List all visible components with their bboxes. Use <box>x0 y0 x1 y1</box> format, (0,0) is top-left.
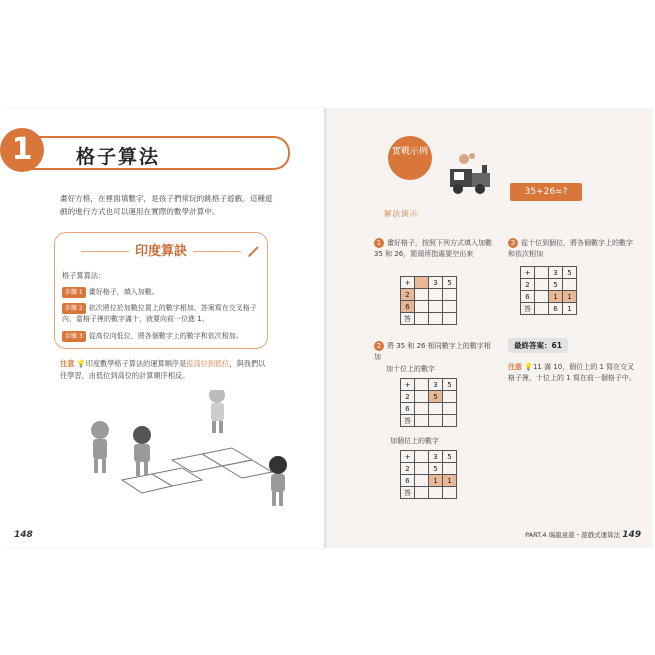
right-note: 注意 💡11 滿 10，個位上的 1 寫在交叉格子裡，十位上的 1 寫在前一個格子中。 <box>508 363 636 382</box>
step-1: 1 畫好格子，按照下列方式填入加數 35 和 26，箭頭所指處要空出來 <box>374 239 492 258</box>
train-icon <box>446 153 496 195</box>
intro-paragraph: 畫好方格，在裡面填數字，是孩子們常玩的跳格子遊戲。這種遊戲的進行方式也可以運用在實際的數學計算中。 <box>60 194 273 216</box>
step-3: 3 從十位到個位，將各個數字上的數字和依次相加 <box>508 239 633 258</box>
equation-tag: 35+26=? <box>510 183 582 201</box>
chapter-number: 1 <box>0 128 44 172</box>
step-item: 步驟 3 從高位向低位，將各個數字上的數字和依次相加。 <box>62 331 262 342</box>
final-answer: 最終答案：61 <box>508 338 568 353</box>
chapter-title: 格子算法 <box>76 146 161 168</box>
grid-step-2a: + 3 5 2 5 6 答 <box>400 378 457 427</box>
step-item: 步驟 1 畫好格子，填入加數。 <box>62 287 262 298</box>
step-item: 步驟 2 依次將位於加數位置上的數字相加，答案寫在交叉格子內，當格子裡的數字滿十，就要向前一位進 1。 <box>62 304 257 323</box>
grid-step-2b: + 3 5 2 5 6 1 1 答 <box>400 450 457 499</box>
grid-step-1: + 3 5 2 6 答 <box>400 276 457 325</box>
page-number: 148 <box>14 530 33 540</box>
method-box-title: 印度算訣 <box>55 240 267 259</box>
page-footer: PART.4 瑞龍童遊・遊戲式運算法 149 <box>525 530 641 540</box>
method-label: 解法演示 <box>384 209 418 218</box>
step-2-sub-tens: 加十位上的數字 <box>386 365 435 373</box>
right-page <box>328 108 653 548</box>
lightbulb-icon: 💡 <box>524 363 533 371</box>
method-subtitle: 格子算算法： <box>62 271 106 280</box>
grid-step-3: + 3 5 2 5 6 1 1 答 6 1 <box>520 266 577 315</box>
lightbulb-icon: 💡 <box>76 359 86 368</box>
method-box <box>54 232 268 349</box>
step-2: 2 將 35 和 26 相同數字上的數字相加 <box>374 342 491 361</box>
left-page <box>2 108 324 548</box>
example-badge: 實戰示例 <box>388 136 432 180</box>
note-paragraph: 注意 💡印度數學格子算法的運算順序是從高位到低位，與我們以往學習，由低位到高位的計算順序相反。 <box>60 359 266 380</box>
kids-hopscotch-illustration <box>72 390 302 515</box>
pencil-icon <box>247 244 261 258</box>
step-2-sub-ones: 加個位上的數字 <box>390 437 439 445</box>
